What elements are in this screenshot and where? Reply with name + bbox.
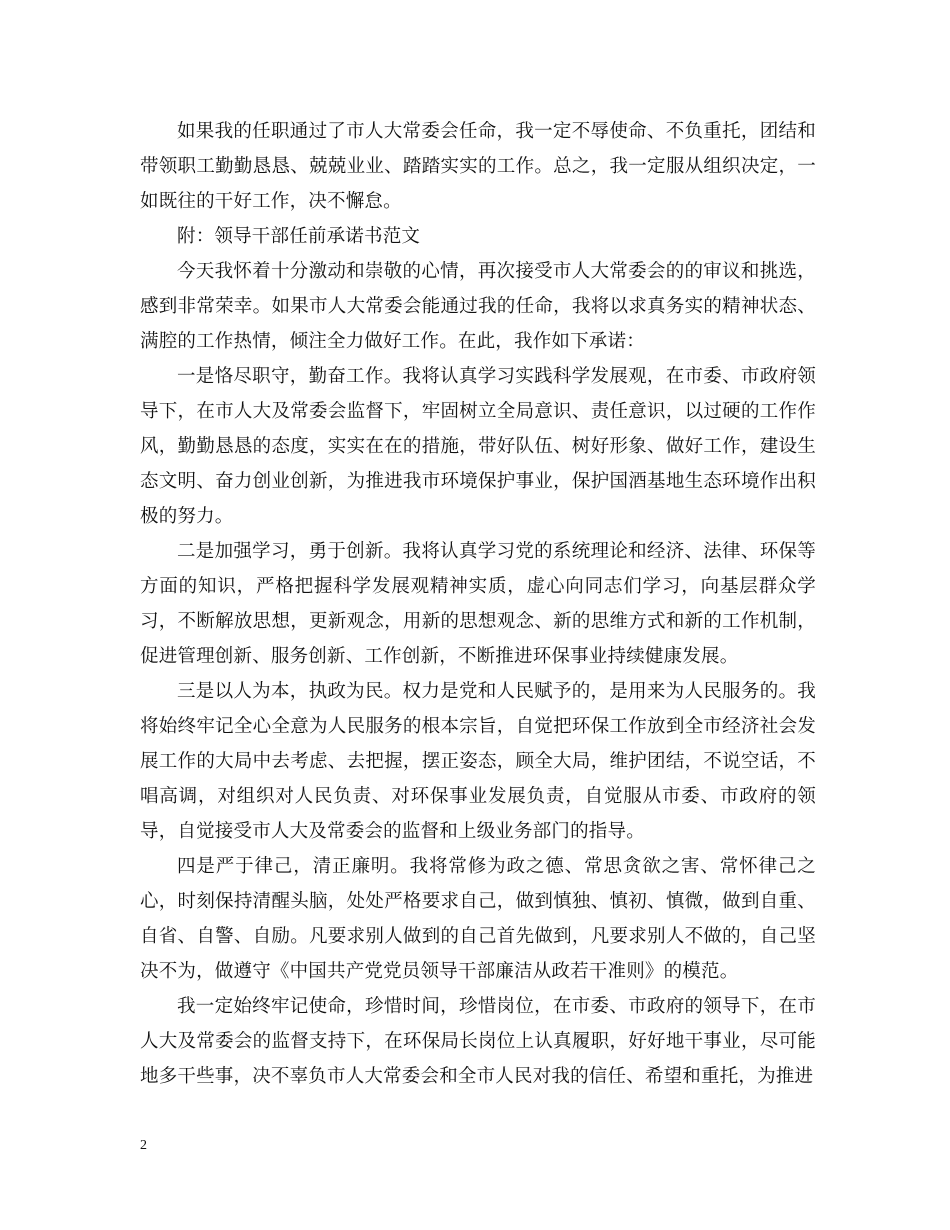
paragraph: 我一定始终牢记使命，珍惜时间，珍惜岗位，在市委、市政府的领导下，在市人大及常委会的监督支持下，在环保局长岗位上认真履职，好好地干事业，尽可能地多干些事，决不辜负市人大常委会和全市人民对我的信任、希望和重托，为推进 <box>140 996 816 1087</box>
paragraph: 四是严于律己，清正廉明。我将常修为政之德、常思贪欲之害、常怀律己之心，时刻保持清醒头脑，处处严格要求自己，做到慎独、慎初、慎微，做到自重、自省、自警、自励。凡要求别人做到的自己首先做到，凡要求别人不做的，自己坚决不为，做遵守《中国共产党党员领导干部廉洁从政若干准则》的模范。 <box>140 856 816 982</box>
paragraph: 今天我怀着十分激动和崇敬的心情，再次接受市人大常委会的的审议和挑选，感到非常荣幸。如果市人大常委会能通过我的任命，我将以求真务实的精神状态、满腔的工作热情，倾注全力做好工作。在此，我作如下承诺： <box>140 261 816 352</box>
page-number: 2 <box>140 1138 147 1153</box>
paragraph: 二是加强学习，勇于创新。我将认真学习党的系统理论和经济、法律、环保等方面的知识，严格把握科学发展观精神实质，虚心向同志们学习，向基层群众学习，不断解放思想，更新观念，用新的思想观念、新的思维方式和新的工作机制，促进管理创新、服务创新、工作创新，不断推进环保事业持续健康发展。 <box>140 541 816 667</box>
appendix-heading: 附：领导干部任前承诺书范文 <box>177 226 421 247</box>
paragraph: 三是以人为本，执政为民。权力是党和人民赋予的，是用来为人民服务的。我将始终牢记全心全意为人民服务的根本宗旨，自觉把环保工作放到全市经济社会发展工作的大局中去考虑、去把握，摆正姿态，顾全大局，维护团结，不说空话，不唱高调，对组织对人民负责、对环保事业发展负责，自觉服从市委、市政府的领导，自觉接受市人大及常委会的监督和上级业务部门的指导。 <box>140 681 816 842</box>
paragraph: 一是恪尽职守，勤奋工作。我将认真学习实践科学发展观，在市委、市政府领导下，在市人大及常委会监督下，牢固树立全局意识、责任意识，以过硬的工作作风，勤勤恳恳的态度，实实在在的措施，带好队伍、树好形象、做好工作，建设生态文明、奋力创业创新，为推进我市环境保护事业，保护国酒基地生态环境作出积极的努力。 <box>140 366 816 527</box>
paragraph: 如果我的任职通过了市人大常委会任命，我一定不辱使命、不负重托，团结和带领职工勤勤恳恳、兢兢业业、踏踏实实的工作。总之，我一定服从组织决定，一如既往的干好工作，决不懈怠。 <box>140 121 816 212</box>
document-body <box>140 114 816 1094</box>
